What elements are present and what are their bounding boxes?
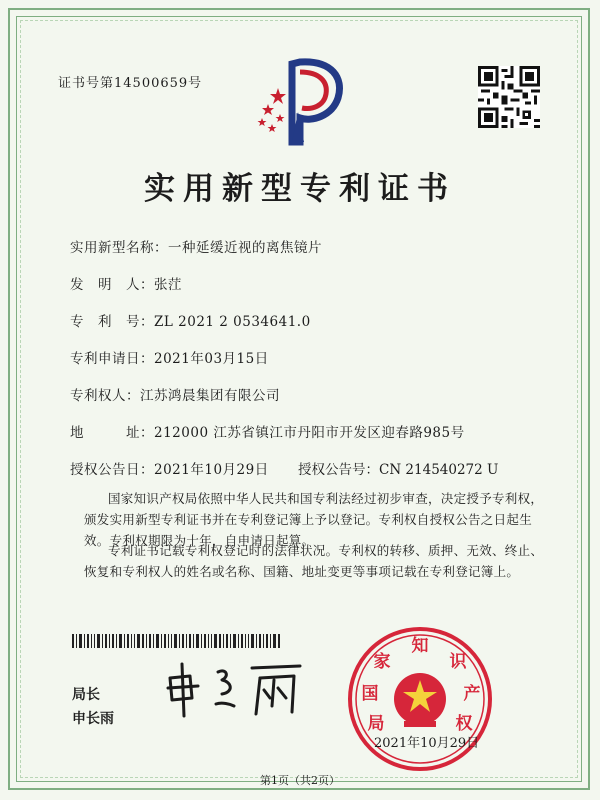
grant-announcement-number-label: 授权公告号： bbox=[298, 462, 379, 478]
address-label: 地 址： bbox=[70, 425, 154, 441]
seal-date: 2021年10月29日 bbox=[374, 736, 480, 751]
certificate-number: 证书号第14500659号 bbox=[58, 76, 203, 91]
page-footer: 第1页（共2页） bbox=[260, 774, 340, 787]
svg-text:局: 局 bbox=[367, 714, 385, 734]
address-field bbox=[70, 421, 465, 441]
signatory-name: 申长雨 bbox=[72, 711, 114, 727]
inventor-label: 发 明 人： bbox=[70, 277, 154, 293]
qr-code-icon bbox=[478, 66, 540, 128]
utility-model-name-field bbox=[70, 236, 322, 256]
patentee-value: 江苏鸿晨集团有限公司 bbox=[140, 388, 280, 404]
signatory-title: 局长 bbox=[72, 687, 100, 703]
svg-text:产: 产 bbox=[463, 684, 481, 704]
filing-date-value: 2021年03月15日 bbox=[154, 351, 269, 367]
svg-text:国: 国 bbox=[361, 684, 379, 704]
barcode-icon bbox=[72, 634, 280, 648]
filing-date-label: 专利申请日： bbox=[70, 351, 154, 367]
cnipa-logo-icon bbox=[248, 52, 348, 148]
grant-announcement-date-label: 授权公告日： bbox=[70, 462, 154, 478]
utility-model-name-label: 实用新型名称： bbox=[70, 240, 168, 256]
svg-text:家: 家 bbox=[373, 652, 391, 672]
grant-announcement-number-field bbox=[298, 458, 498, 478]
grant-announcement-date-field bbox=[70, 458, 269, 478]
svg-text:识: 识 bbox=[449, 652, 467, 672]
address-value: 212000 江苏省镇江市丹阳市开发区迎春路985号 bbox=[154, 425, 465, 441]
grant-announcement-number-value: CN 214540272 U bbox=[379, 462, 499, 478]
svg-text:知: 知 bbox=[411, 636, 429, 656]
patent-number-value: ZL 2021 2 0534641.0 bbox=[154, 314, 311, 330]
handwritten-signature bbox=[160, 658, 310, 720]
legal-status-paragraph: 专利证书记载专利权登记时的法律状况。专利权的转移、质押、无效、终止、恢复和专利权人的姓名或名称、国籍、地址变更等事项记载在专利登记簿上。 bbox=[84, 543, 544, 579]
patentee-label: 专利权人： bbox=[70, 388, 140, 404]
patent-number-field bbox=[70, 310, 311, 330]
filing-date-field bbox=[70, 347, 269, 367]
inventor-field bbox=[70, 273, 182, 293]
utility-model-name-value: 一种延缓近视的离焦镜片 bbox=[168, 240, 322, 256]
patentee-field bbox=[70, 384, 280, 404]
certificate-title: 实用新型专利证书 bbox=[144, 171, 456, 207]
svg-text:权: 权 bbox=[455, 714, 473, 734]
grant-announcement-date-value: 2021年10月29日 bbox=[154, 462, 269, 478]
patent-number-label: 专 利 号： bbox=[70, 314, 154, 330]
inventor-value: 张茳 bbox=[154, 277, 182, 293]
grant-statement-paragraph: 国家知识产权局依照中华人民共和国专利法经过初步审查，决定授予专利权，颁发实用新型专利证书并在专利登记簿上予以登记。专利权自授权公告之日起生效。专利权期限为十年，自申请日起算。 bbox=[84, 491, 544, 548]
